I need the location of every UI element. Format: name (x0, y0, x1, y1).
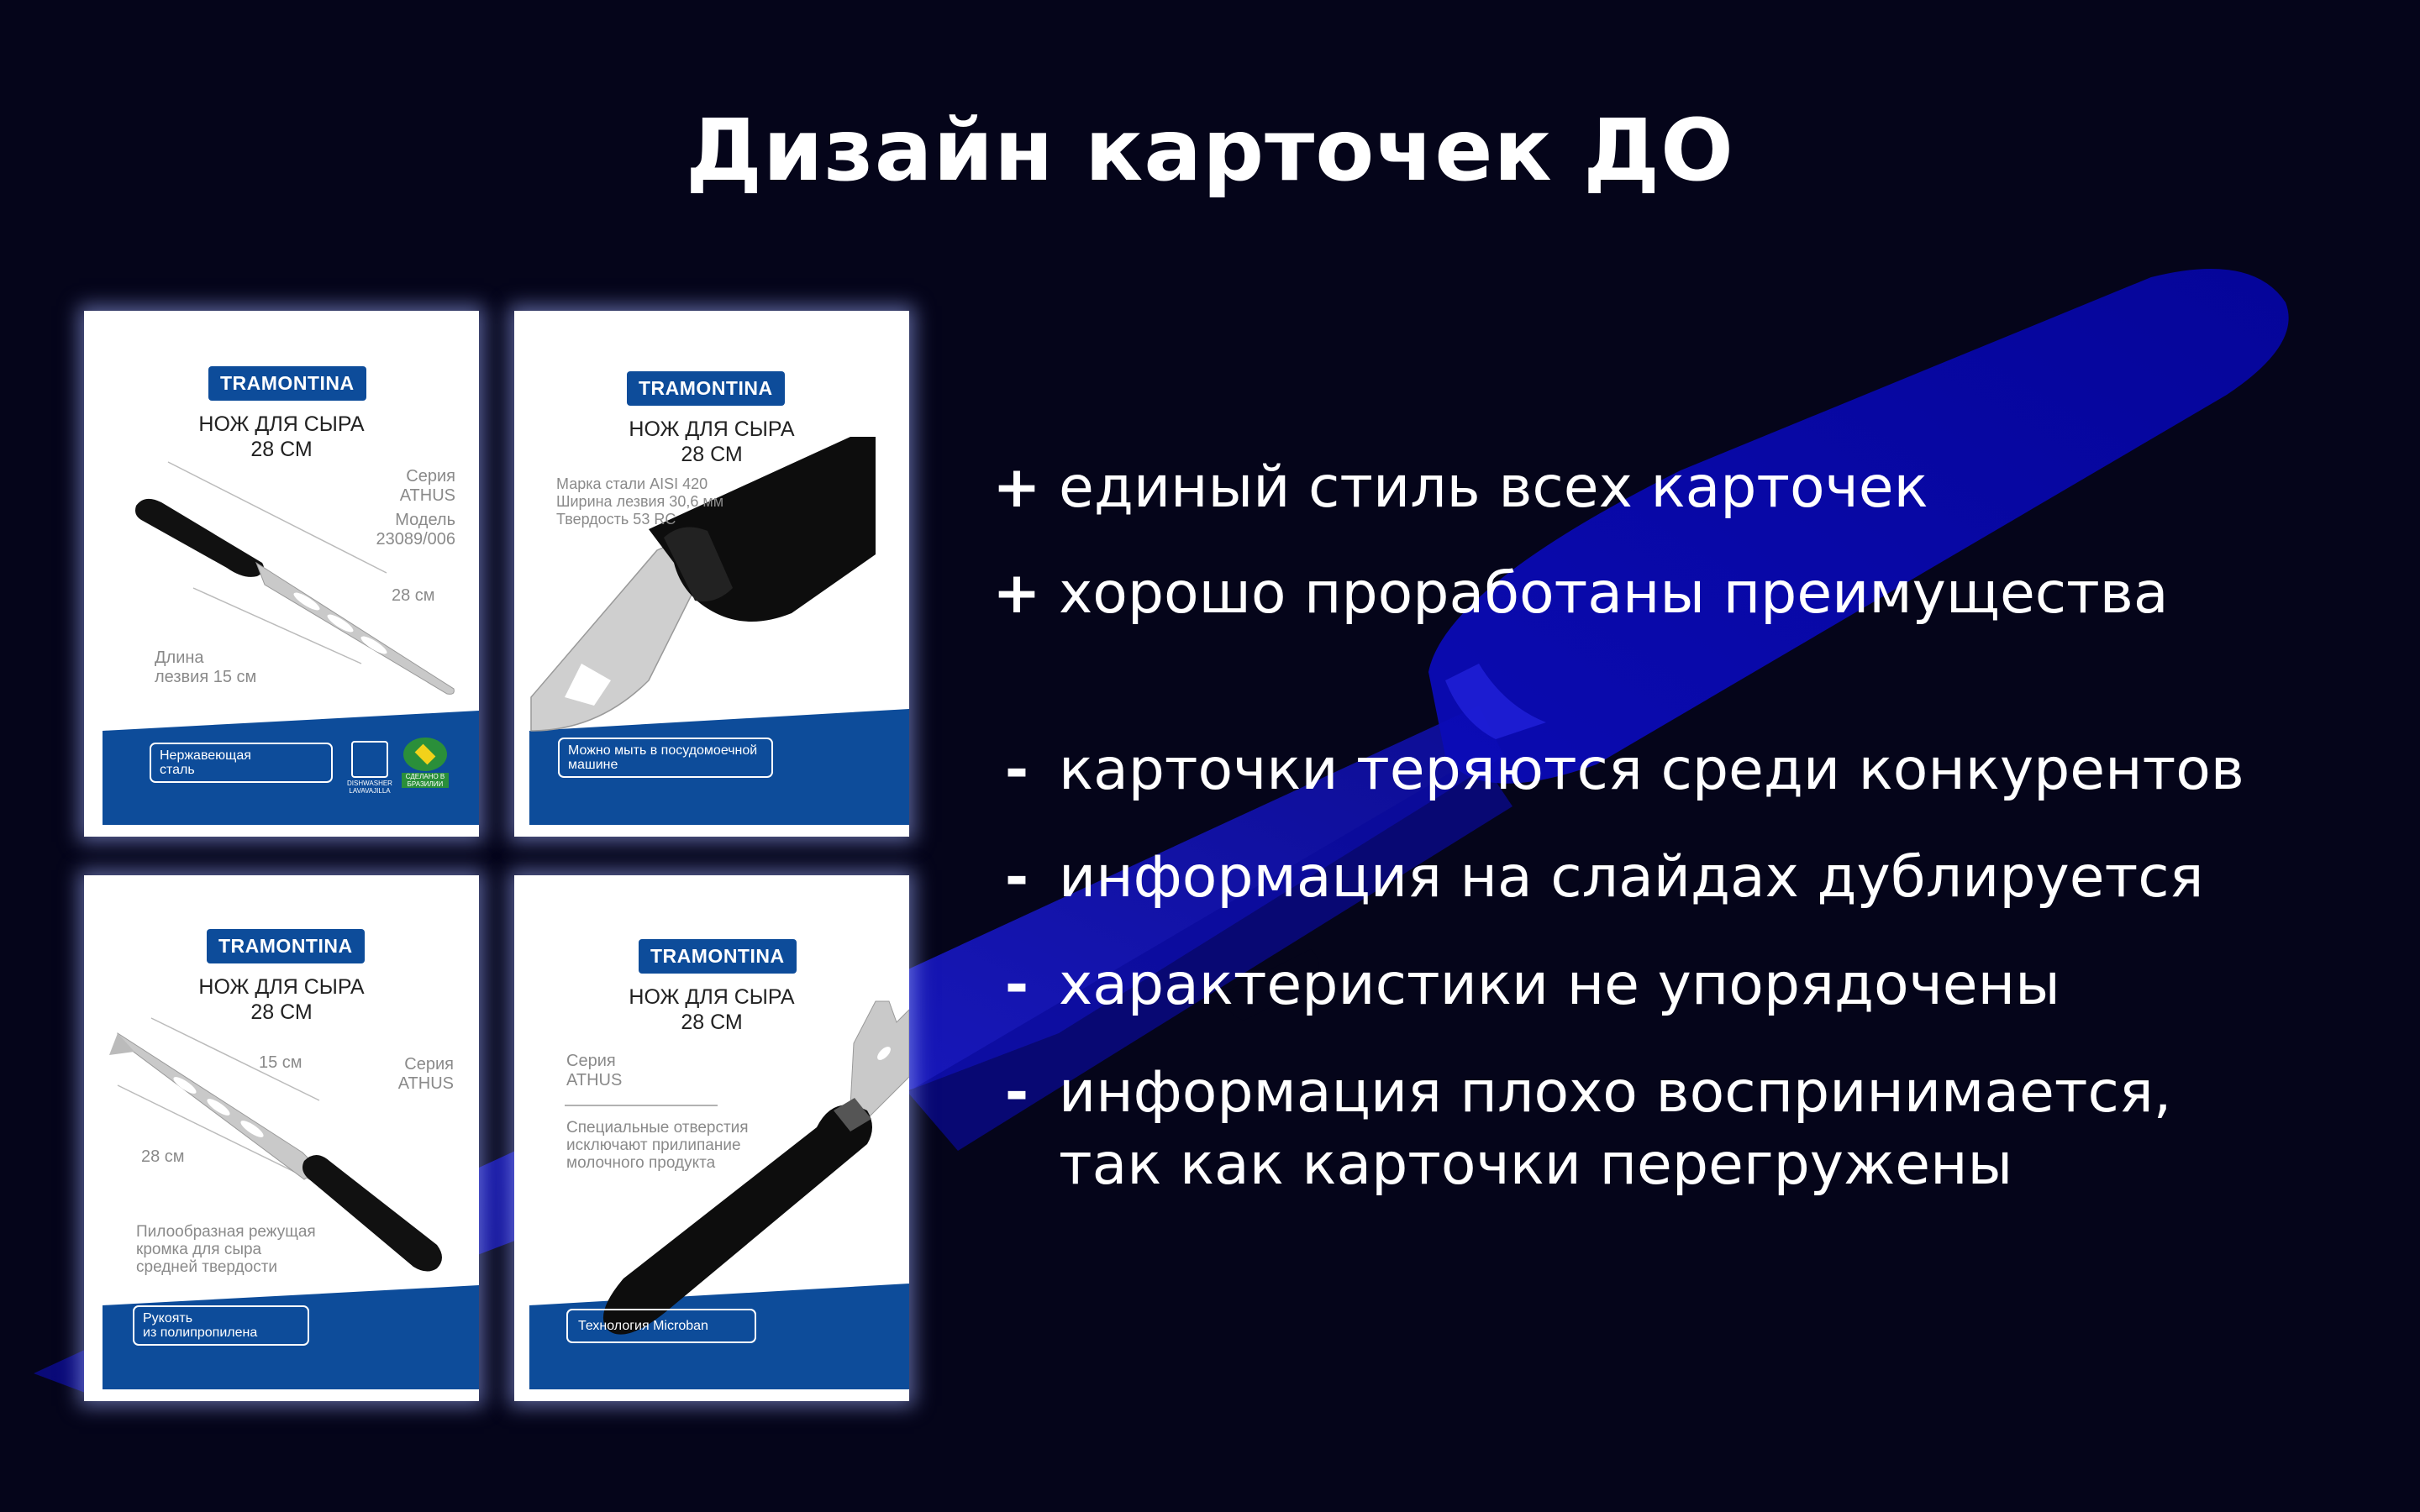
minus-mark: - (1004, 737, 1029, 803)
series-note: Серия ATHUS (566, 1052, 623, 1089)
product-title: НОЖ ДЛЯ СЫРА 28 СМ (629, 417, 795, 466)
minus-mark: - (1004, 844, 1029, 911)
con-text: информация на слайдах дублируется (1059, 844, 2204, 911)
con-text: информация плохо воспринимается, так как карточки перегружены (1059, 1059, 2172, 1198)
brazil-flag-icon (403, 738, 447, 771)
product-card-3 (84, 875, 479, 1401)
product-card-1 (84, 311, 479, 837)
specs-note: Марка стали AISI 420 Ширина лезвия 30,6 мм Твердость 53 RC (556, 475, 724, 528)
product-title: НОЖ ДЛЯ СЫРА 28 СМ (198, 412, 365, 461)
pro-text: хорошо проработаны преимущества (1059, 560, 2169, 627)
product-title: НОЖ ДЛЯ СЫРА 28 СМ (198, 975, 365, 1024)
feature-pill: Можно мыть в посудомоечной машине (558, 738, 773, 778)
product-title: НОЖ ДЛЯ СЫРА 28 СМ (629, 985, 795, 1034)
dishwasher-badge-text: DISHWASHER LAVAVAJILLA (347, 780, 392, 795)
made-in-brazil-badge: СДЕЛАНО В БРАЗИЛИИ (402, 773, 449, 788)
holes-note: Специальные отверстия исключают прилипание молочного продукта (566, 1119, 749, 1172)
series-note: Серия ATHUS Модель 23089/006 (376, 467, 455, 549)
brand-logo: TRAMONTINA (208, 366, 366, 401)
slide-title: Дизайн карточек ДО (686, 101, 1734, 201)
product-card-2 (514, 311, 909, 837)
feature-pill: Рукоять из полипропилена (133, 1305, 309, 1346)
cutting-edge-note: Пилообразная режущая кромка для сыра средней твердости (136, 1223, 316, 1276)
minus-mark: - (1004, 952, 1029, 1018)
brand-logo: TRAMONTINA (627, 371, 785, 406)
blade-length-label: 15 см (259, 1053, 302, 1072)
plus-mark: + (992, 560, 1041, 627)
feature-pill: Технология Microban (566, 1309, 756, 1343)
feature-pill: Нержавеющая сталь (150, 743, 333, 783)
pro-text: единый стиль всех карточек (1059, 454, 1928, 521)
total-length-label: 28 см (392, 586, 435, 605)
product-card-4 (514, 875, 909, 1401)
total-length-label: 28 см (141, 1147, 185, 1166)
minus-mark: - (1004, 1059, 1029, 1126)
series-note: Серия ATHUS (397, 1055, 454, 1093)
con-text: карточки теряются среди конкурентов (1059, 737, 2244, 803)
brand-logo: TRAMONTINA (207, 929, 365, 963)
dishwasher-badge (351, 741, 388, 778)
brand-logo: TRAMONTINA (639, 939, 797, 974)
con-text: характеристики не упорядочены (1059, 952, 2060, 1018)
blade-length-note: Длина лезвия 15 см (155, 648, 257, 686)
plus-mark: + (992, 454, 1041, 521)
